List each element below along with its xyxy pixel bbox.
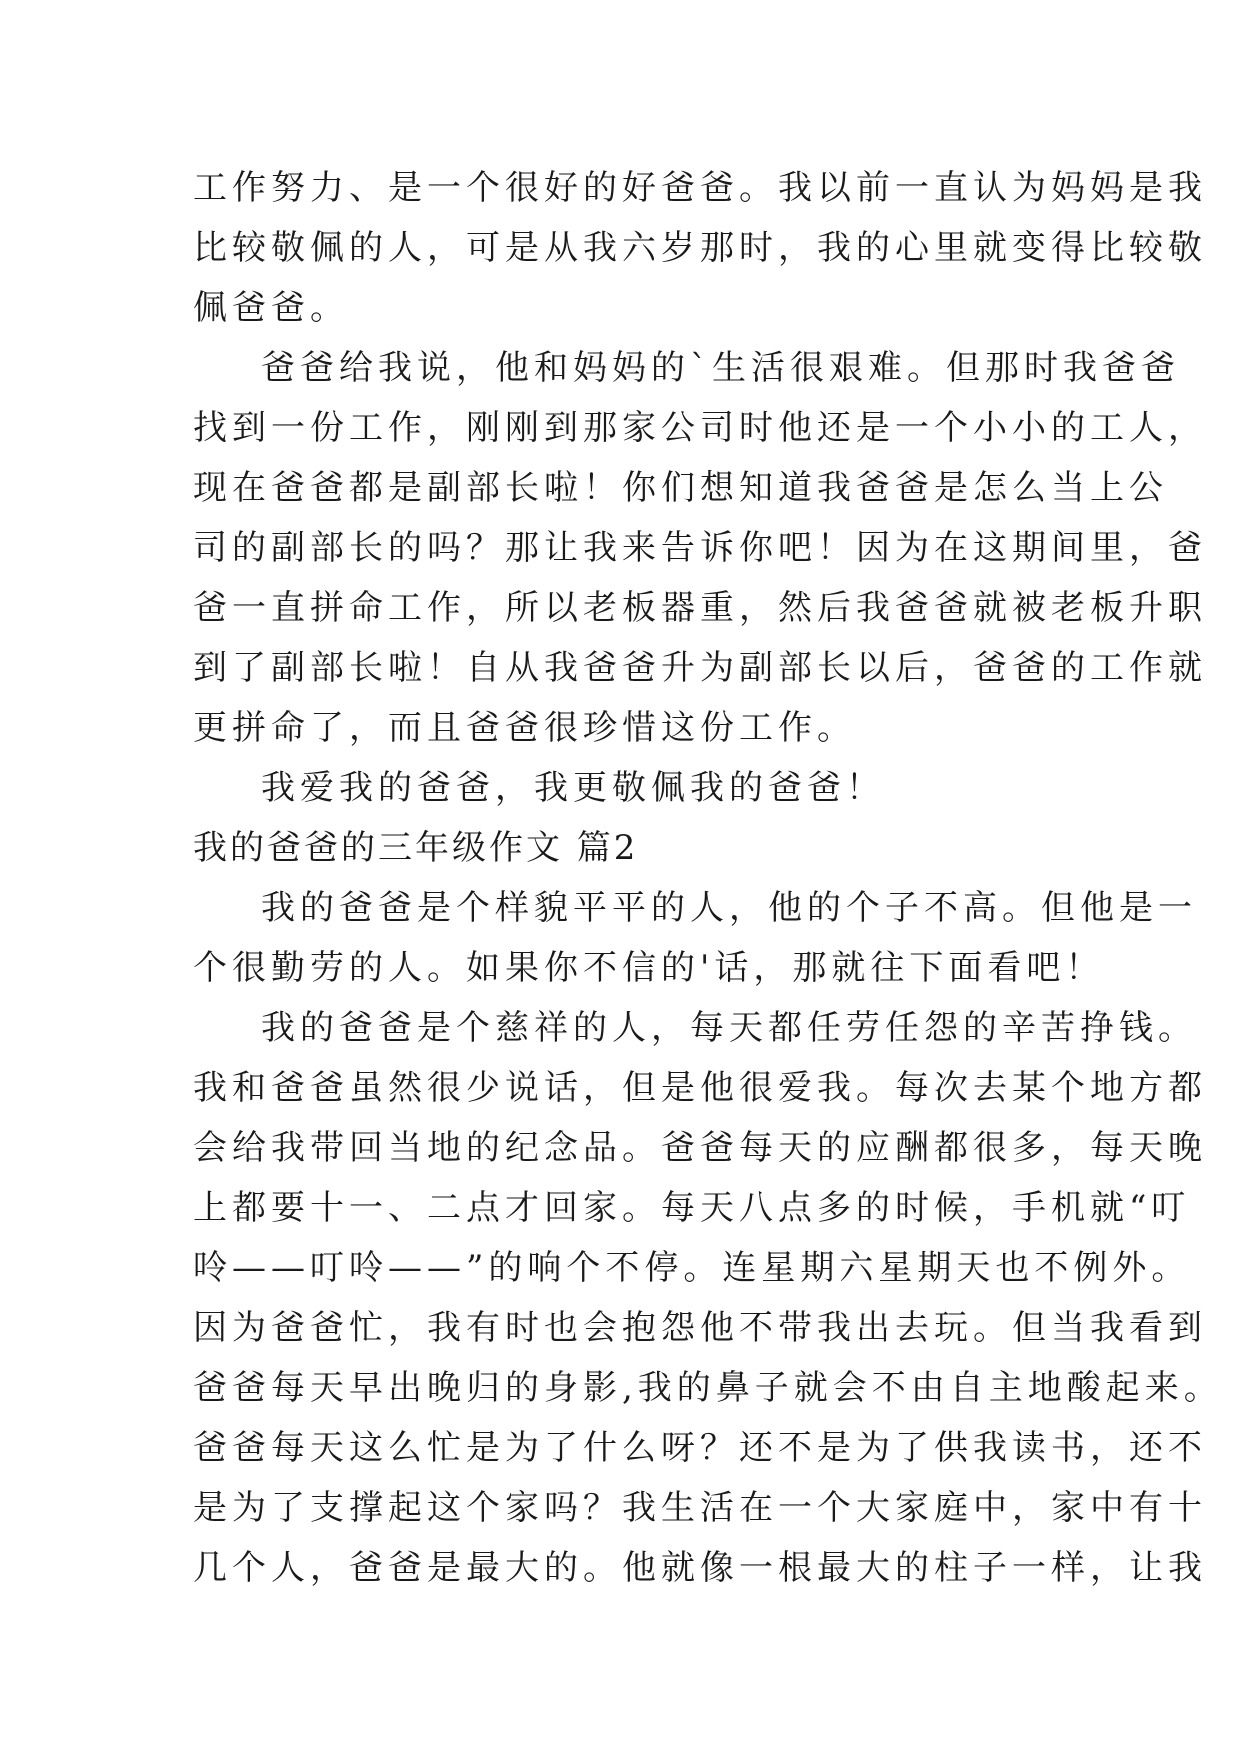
text-line: 上都要十一、二点才回家。每天八点多的时候，手机就“叮 xyxy=(193,1188,1191,1228)
section-heading: 我的爸爸的三年级作文 篇2 xyxy=(193,828,639,868)
essay-text xyxy=(193,158,1223,1598)
text-line: 佩爸爸。 xyxy=(193,288,349,328)
text-line: 找到一份工作，刚刚到那家公司时他还是一个小小的工人， xyxy=(193,408,1207,448)
text-line: 呤——叮呤——”的响个不停。连星期六星期天也不例外。 xyxy=(193,1248,1191,1288)
paragraph-first-line: 爸爸给我说，他和妈妈的`生活很艰难。但那时我爸爸 xyxy=(261,348,1180,388)
text-line: 爸爸每天这么忙是为了什么呀？还不是为了供我读书，还不 xyxy=(193,1428,1207,1468)
paragraph-first-line: 我的爸爸是个慈祥的人，每天都任劳任怨的辛苦挣钱。 xyxy=(261,1008,1197,1048)
text-line: 因为爸爸忙，我有时也会抱怨他不带我出去玩。但当我看到 xyxy=(193,1308,1207,1348)
text-line: 比较敬佩的人，可是从我六岁那时，我的心里就变得比较敬 xyxy=(193,228,1207,268)
text-line: 会给我带回当地的纪念品。爸爸每天的应酬都很多，每天晚 xyxy=(193,1128,1207,1168)
paragraph-first-line: 我爱我的爸爸，我更敬佩我的爸爸！ xyxy=(261,768,885,808)
text-line: 我和爸爸虽然很少说话，但是他很爱我。每次去某个地方都 xyxy=(193,1068,1207,1108)
text-line: 现在爸爸都是副部长啦！你们想知道我爸爸是怎么当上公 xyxy=(193,468,1168,508)
text-line: 个很勤劳的人。如果你不信的'话，那就往下面看吧！ xyxy=(193,948,1105,988)
text-line: 到了副部长啦！自从我爸爸升为副部长以后，爸爸的工作就 xyxy=(193,648,1207,688)
text-line: 工作努力、是一个很好的好爸爸。我以前一直认为妈妈是我 xyxy=(193,168,1207,208)
text-line: 司的副部长的吗？那让我来告诉你吧！因为在这期间里，爸 xyxy=(193,528,1207,568)
text-line: 更拼命了，而且爸爸很珍惜这份工作。 xyxy=(193,708,856,748)
text-line: 几个人，爸爸是最大的。他就像一根最大的柱子一样，让我 xyxy=(193,1548,1207,1588)
text-line: 爸爸每天早出晚归的身影,我的鼻子就会不由自主地酸起来。 xyxy=(193,1368,1223,1408)
paragraph-first-line: 我的爸爸是个样貌平平的人，他的个子不高。但他是一 xyxy=(261,888,1197,928)
text-line: 是为了支撑起这个家吗？我生活在一个大家庭中，家中有十 xyxy=(193,1488,1207,1528)
text-line: 爸一直拼命工作，所以老板器重，然后我爸爸就被老板升职 xyxy=(193,588,1207,628)
